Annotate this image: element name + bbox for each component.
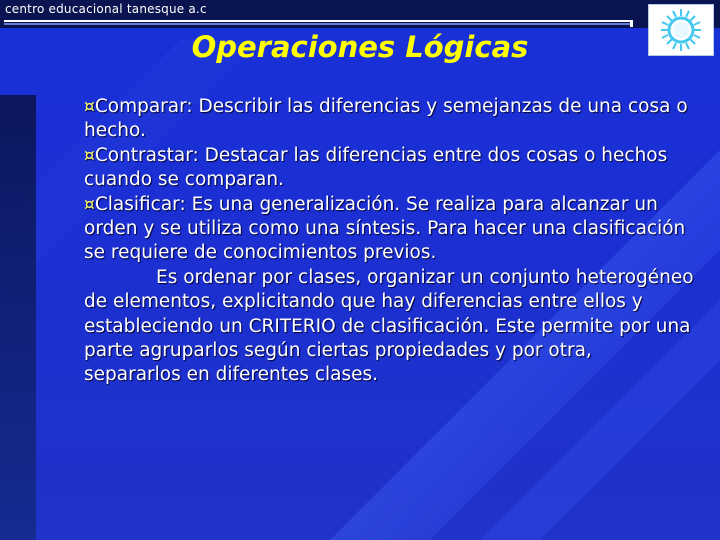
list-item — [84, 193, 694, 266]
paragraph-text: Es ordenar por clases, organizar un conjunto heterogéneo de elementos, explicitando que hay diferencias entre ellos y estableciendo un CRITERIO de clasificación. Este permite por una parte agruparlos según ciertas propiedades y por otra, separarlos en diferentes clases. — [84, 266, 694, 386]
star-bullet-icon: ¤ — [84, 145, 95, 166]
slide-body — [84, 95, 694, 388]
term-label: Clasificar: — [94, 193, 186, 215]
paragraph — [84, 266, 694, 388]
term-label: Comparar: — [94, 96, 193, 117]
term-description: Destacar las diferencias entre dos cosas o hechos cuando se comparan. — [84, 144, 668, 191]
list-item — [84, 95, 694, 144]
list-item — [84, 144, 694, 193]
term-description: Es una generalización. Se realiza para alcanzar un orden y se utiliza como una síntesis. Para hacer una clasificación se requiere de conocimientos previos. — [84, 193, 686, 264]
star-bullet-icon: ¤ — [84, 97, 95, 117]
term-description: Describir las diferencias y semejanzas de una cosa o hecho. — [84, 96, 688, 142]
star-bullet-icon: ¤ — [84, 194, 95, 215]
organization-name: centro educacional tanesque a.c — [5, 2, 207, 16]
slide-title: Operaciones Lógicas — [191, 30, 529, 64]
term-label: Contrastar: — [94, 144, 199, 166]
